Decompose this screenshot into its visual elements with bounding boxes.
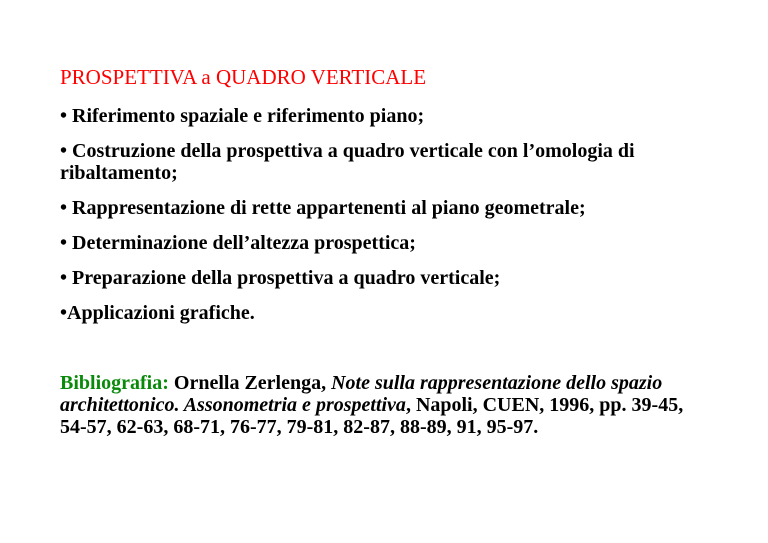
bullet-item: • Preparazione della prospettiva a quadro verticale; — [60, 267, 501, 289]
bullet-item: • Costruzione della prospettiva a quadro verticale con l’omologia di ribaltamento; — [60, 140, 635, 184]
bullet-item: •Applicazioni grafiche. — [60, 302, 255, 324]
bullet-item: • Determinazione dell’altezza prospettica; — [60, 232, 416, 254]
bibliography-details: , Napoli, CUEN, 1996, pp. 39-45, 54-57, 62-63, 68-71, 76-77, 79-81, 82-87, 88-89, 91, 95-97. — [60, 394, 684, 438]
slide-title: PROSPETTIVA a QUADRO VERTICALE — [60, 65, 427, 89]
bibliography — [60, 372, 710, 438]
bibliography-author: Ornella Zerlenga, — [168, 372, 332, 394]
bibliography-title: Note sulla rappresentazione dello spazio architettonico. Assonometria e prospettiva — [60, 372, 663, 416]
bullet-item: • Rappresentazione di rette appartenenti al piano geometrale; — [60, 197, 586, 219]
bullet-item: • Riferimento spaziale e riferimento piano; — [60, 105, 425, 127]
bullet-list — [60, 105, 710, 337]
bibliography-label: Bibliografia: — [60, 372, 169, 394]
